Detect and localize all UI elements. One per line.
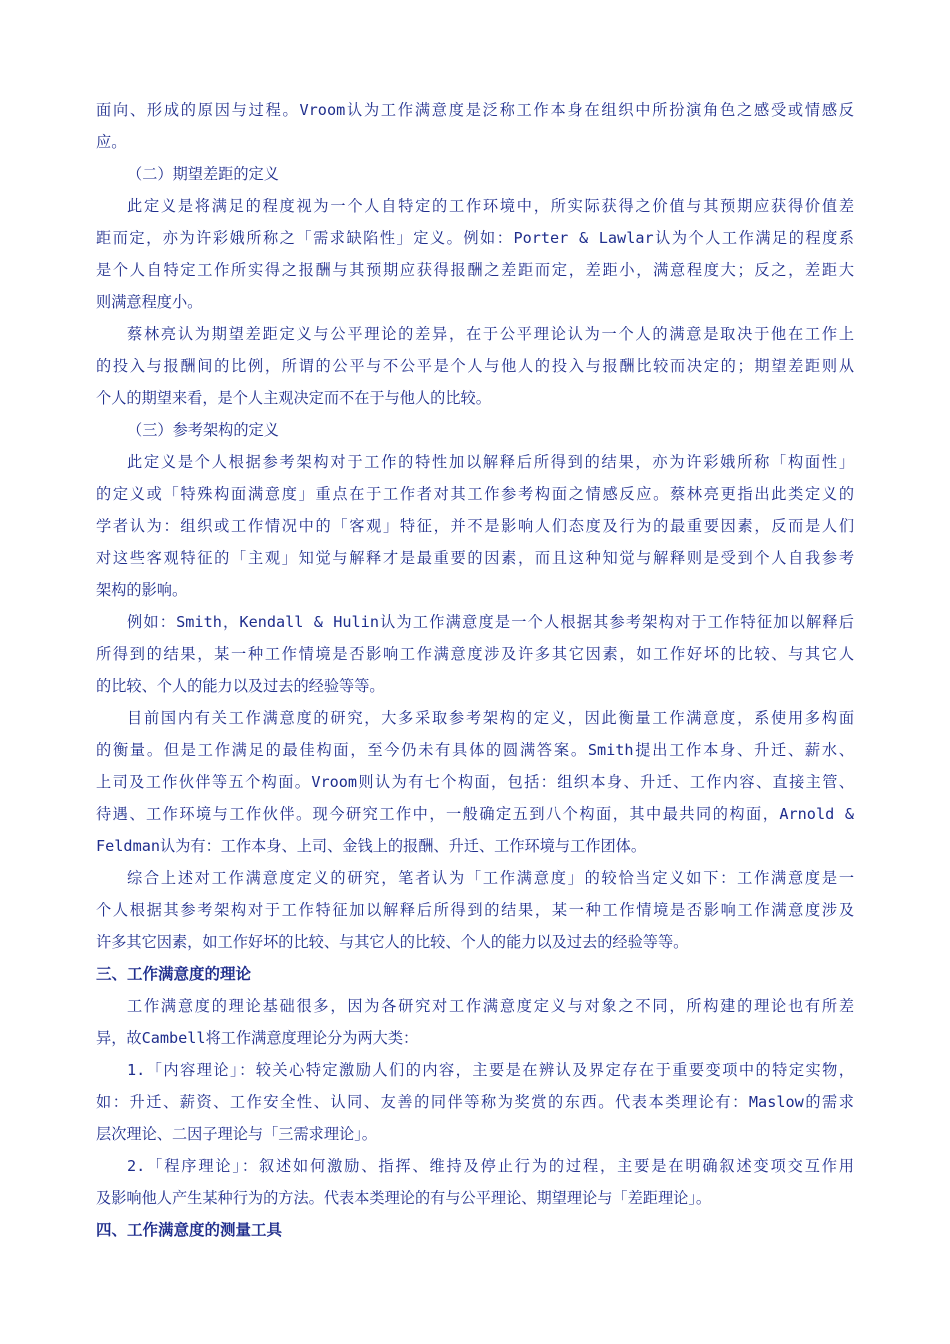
text-line: 待遇、工作环境与工作伙伴。现今研究工作中，一般确定五到八个构面，其中最共同的构面，Arnold & — [96, 805, 854, 823]
text-line: 例如：Smith，Kendall & Hulin认为工作满意度是一个人根据其参考架构对于工作特征加以解释后 — [127, 613, 854, 631]
subheading-expectation-gap — [96, 158, 854, 190]
paragraph-8 — [96, 990, 854, 1054]
text-line: 1.「内容理论」：较关心特定激励人们的内容，主要是在辨认及界定存在于重要变项中的特定实物， — [127, 1061, 854, 1079]
text-line: 综合上述对工作满意度定义的研究，笔者认为「工作满意度」的较恰当定义如下：工作满意度是一 — [127, 869, 854, 887]
text-line: 距而定，亦为许彩娥所称之「需求缺陷性」定义。例如：Porter & Lawlar认为个人工作满足的程度系 — [96, 229, 854, 247]
paragraph-4 — [96, 446, 854, 606]
text-line: 的定义或「特殊构面满意度」重点在于工作者对其工作参考构面之情感反应。蔡林亮更指出此类定义的 — [96, 485, 854, 503]
text-line: 个人的期望来看，是个人主观决定而不在于与他人的比较。 — [96, 389, 491, 407]
text-line: 所得到的结果，某一种工作情境是否影响工作满意度涉及许多其它因素，如工作好坏的比较、与其它人 — [96, 645, 854, 663]
text-line: 的投入与报酬间的比例，所谓的公平与不公平是个人与他人的投入与报酬比较而决定的；期望差距则从 — [96, 357, 854, 375]
text-line: 上司及工作伙伴等五个构面。Vroom则认为有七个构面，包括：组织本身、升迁、工作内容、直接主管、 — [96, 773, 854, 791]
text-line: 2.「程序理论」：叙述如何激励、指挥、维持及停止行为的过程，主要是在明确叙述变项交互作用 — [127, 1157, 854, 1175]
text-line: （二）期望差距的定义 — [127, 165, 279, 183]
text-line: （三）参考架构的定义 — [127, 421, 279, 439]
text-line: 蔡林亮认为期望差距定义与公平理论的差异，在于公平理论认为一个人的满意是取决于他在工作上 — [127, 325, 854, 343]
paragraph-5 — [96, 606, 854, 702]
text-line: 目前国内有关工作满意度的研究，大多采取参考架构的定义，因此衡量工作满意度，系使用多构面 — [127, 709, 854, 727]
text-line: 面向、形成的原因与过程。Vroom认为工作满意度是泛称工作本身在组织中所扮演角色之感受或情感反 — [96, 101, 854, 119]
section-heading-measurement: 四、工作满意度的测量工具 — [96, 1221, 283, 1239]
text-line: 及影响他人产生某种行为的方法。代表本类理论的有与公平理论、期望理论与「差距理论」。 — [96, 1189, 712, 1207]
paragraph-3 — [96, 318, 854, 414]
text-line: 应。 — [96, 133, 127, 151]
text-line: 层次理论、二因子理论与「三需求理论」。 — [96, 1125, 377, 1143]
text-line: 异，故Cambell将工作满意度理论分为两大类： — [96, 1029, 419, 1047]
text-line: 则满意程度小。 — [96, 293, 203, 311]
paragraph-2 — [96, 190, 854, 318]
paragraph-7 — [96, 862, 854, 958]
text-line: 个人根据其参考架构对于工作特征加以解释后所得到的结果，某一种工作情境是否影响工作满意度涉及 — [96, 901, 854, 919]
text-line: 工作满意度的理论基础很多，因为各研究对工作满意度定义与对象之不同，所构建的理论也有所差 — [127, 997, 854, 1015]
text-line: 的衡量。但是工作满足的最佳构面，至今仍未有具体的圆满答案。Smith提出工作本身、升迁、薪水、 — [96, 741, 854, 759]
text-line: 架构的影响。 — [96, 581, 188, 599]
paragraph-6 — [96, 702, 854, 862]
paragraph-1 — [96, 94, 854, 158]
text-line: 许多其它因素，如工作好坏的比较、与其它人的比较、个人的能力以及过去的经验等等。 — [96, 933, 689, 951]
list-item-process-theory — [96, 1150, 854, 1214]
text-line: 此定义是将满足的程度视为一个人自特定的工作环境中，所实际获得之价值与其预期应获得价值差 — [127, 197, 854, 215]
text-line: Feldman认为有：工作本身、上司、金钱上的报酬、升迁、工作环境与工作团体。 — [96, 837, 647, 855]
text-line: 学者认为：组织或工作情况中的「客观」特征，并不是影响人们态度及行为的最重要因素，反而是人们 — [96, 517, 854, 535]
text-line: 此定义是个人根据参考架构对于工作的特性加以解释后所得到的结果，亦为许彩娥所称「构面性」 — [127, 453, 854, 471]
text-line: 的比较、个人的能力以及过去的经验等等。 — [96, 677, 385, 695]
text-line: 是个人自特定工作所实得之报酬与其预期应获得报酬之差距而定，差距小，满意程度大；反之，差距大 — [96, 261, 854, 279]
text-line: 对这些客观特征的「主观」知觉与解释才是最重要的因素，而且这种知觉与解释则是受到个人自我参考 — [96, 549, 854, 567]
list-item-content-theory — [96, 1054, 854, 1150]
section-heading-theory: 三、工作满意度的理论 — [96, 965, 252, 983]
text-line: 如：升迁、薪资、工作安全性、认同、友善的同伴等称为奖赏的东西。代表本类理论有：Maslow的需求 — [96, 1093, 854, 1111]
subheading-reference-frame — [96, 414, 854, 446]
